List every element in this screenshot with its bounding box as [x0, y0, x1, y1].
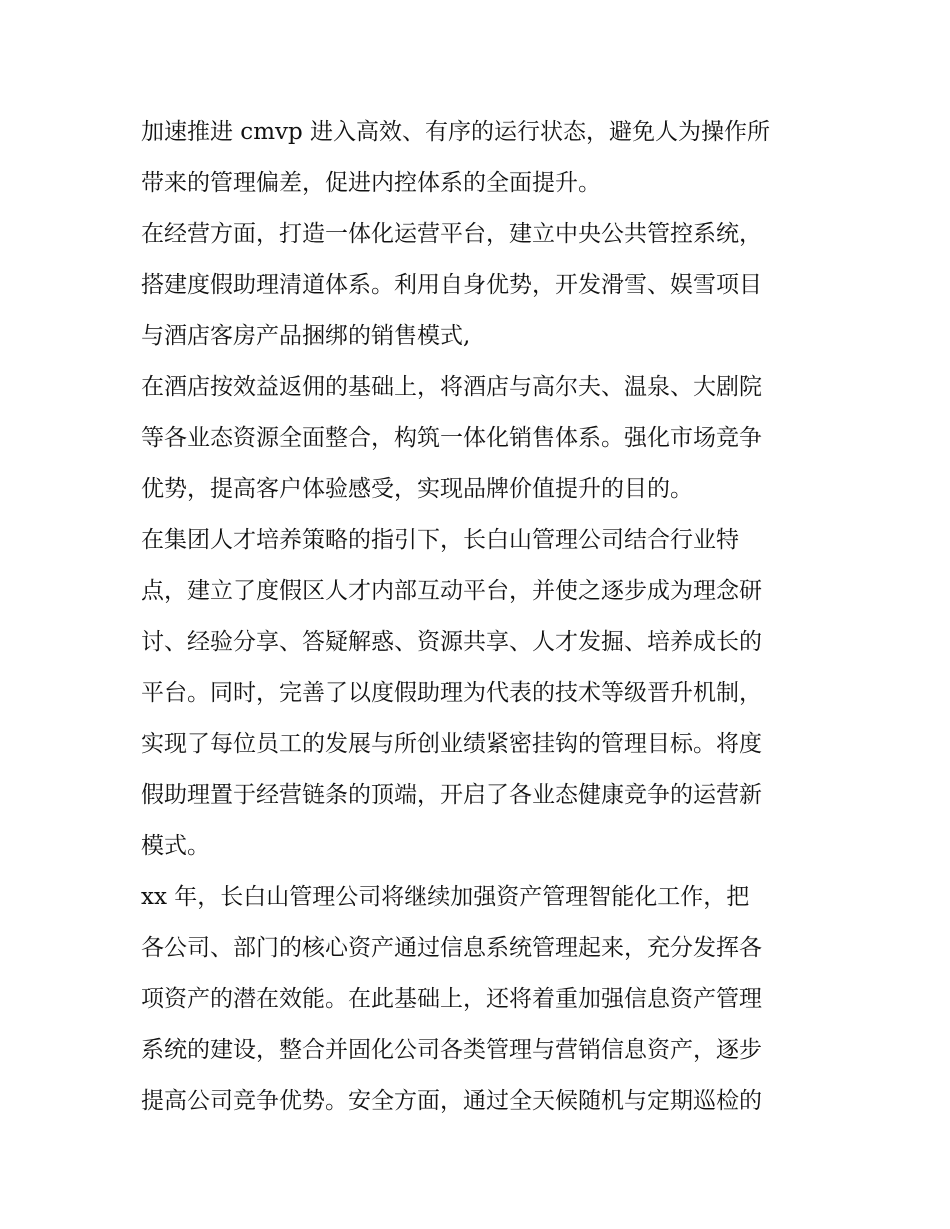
body-text	[141, 107, 821, 1127]
paragraph-2: 在经营方面，打造一体化运营平台，建立中央公共管控系统， 搭建度假助理清道体系。利用自身优势，开发滑雪、娱雪项目 与酒店客房产品捆绑的销售模式,	[141, 221, 762, 349]
paragraph-5: xx 年，长白山管理公司将继续加强资产管理智能化工作，把 各公司、部门的核心资产通过信息系统管理起来，充分发挥各 项资产的潜在效能。在此基础上，还将着重加强信息资产管理 系统的建设，整合并固化公司各类管理与营销信息资产，逐步 提高公司竞争优势。安全方面，通过全天候随机与定期巡检的	[141, 884, 762, 1114]
paragraph-3: 在酒店按效益返佣的基础上，将酒店与高尔夫、温泉、大剧院 等各业态资源全面整合，构筑一体化销售体系。强化市场竞争 优势，提高客户体验感受，实现品牌价值提升的目的。	[141, 374, 762, 502]
paragraph-1: 加速推进 cmvp 进入高效、有序的运行状态，避免人为操作所 带来的管理偏差，促进内控体系的全面提升。	[141, 119, 771, 196]
paragraph-4: 在集团人才培养策略的指引下，长白山管理公司结合行业特 点，建立了度假区人才内部互动平台，并使之逐步成为理念研 讨、经验分享、答疑解惑、资源共享、人才发掘、培养成长的 平台。同时，完善了以度假助理为代表的技术等级晋升机制， 实现了每位员工的发展与所创业绩紧密挂钩的管理目标。将度 假助理置于经营链条的顶端，开启了各业态健康竞争的运营新 模式。	[141, 527, 762, 859]
